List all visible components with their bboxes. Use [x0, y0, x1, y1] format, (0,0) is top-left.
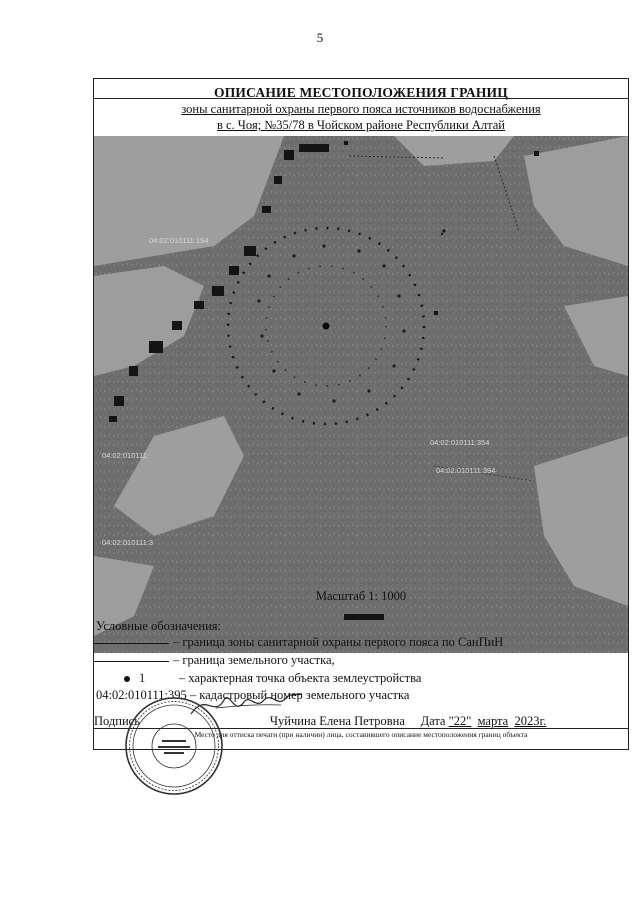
title-location-line: в с. Чоя; №35/78 в Чойском районе Республики Алтай	[216, 118, 505, 132]
title-subject-line: зоны санитарной охраны первого пояса источников водоснабжения	[181, 102, 541, 116]
cadastral-label: 04:02:010111:3	[102, 538, 154, 547]
official-seal-stamp	[124, 696, 224, 796]
date-label: Дата	[420, 714, 446, 728]
legend-title: Условные обозначения:	[96, 619, 222, 633]
cadastral-label: 04:02:010111:394	[436, 466, 496, 475]
legend-item-sanitary-zone: – граница зоны санитарной охраны первого пояса по СанПиН	[94, 635, 503, 651]
map-scale: Масштаб 1: 1000	[315, 589, 407, 603]
page-number: 5	[316, 30, 324, 45]
legend-dot-symbol	[124, 676, 130, 682]
legend-item-cadastral-number: 04:02:010111:395 – кадастровый номер земельного участка	[96, 688, 410, 702]
date-year: 2023г.	[514, 714, 547, 728]
legend-item-land-plot: – граница земельного участка,	[94, 653, 335, 669]
cadastral-label: 04:02:010111:	[102, 451, 149, 460]
document-title: ОПИСАНИЕ МЕСТОПОЛОЖЕНИЯ ГРАНИЦ	[214, 85, 508, 100]
signature-label: Подпись	[94, 714, 140, 728]
cadastral-map	[94, 136, 628, 653]
map-graphic	[94, 136, 628, 653]
cadastral-label: 04:02:010111:154	[149, 236, 209, 245]
legend-line-symbol	[94, 661, 169, 662]
date-month: марта	[477, 714, 509, 728]
legend-item-characteristic-point: 1 – характерная точка объекта землеустройства	[94, 671, 421, 687]
seal-place-note: Место для оттиска печати (при наличии) лица, составившего описание местоположения границ объекта	[194, 730, 528, 739]
legend-line-symbol	[94, 643, 169, 644]
signer-name: Чуйчина Елена Петровна	[269, 714, 405, 728]
document-frame	[93, 78, 629, 750]
title-divider	[94, 98, 628, 99]
cadastral-label: 04:02:010111:354	[430, 438, 490, 447]
water-source-point	[323, 323, 330, 330]
date-day: "22"	[448, 714, 472, 728]
